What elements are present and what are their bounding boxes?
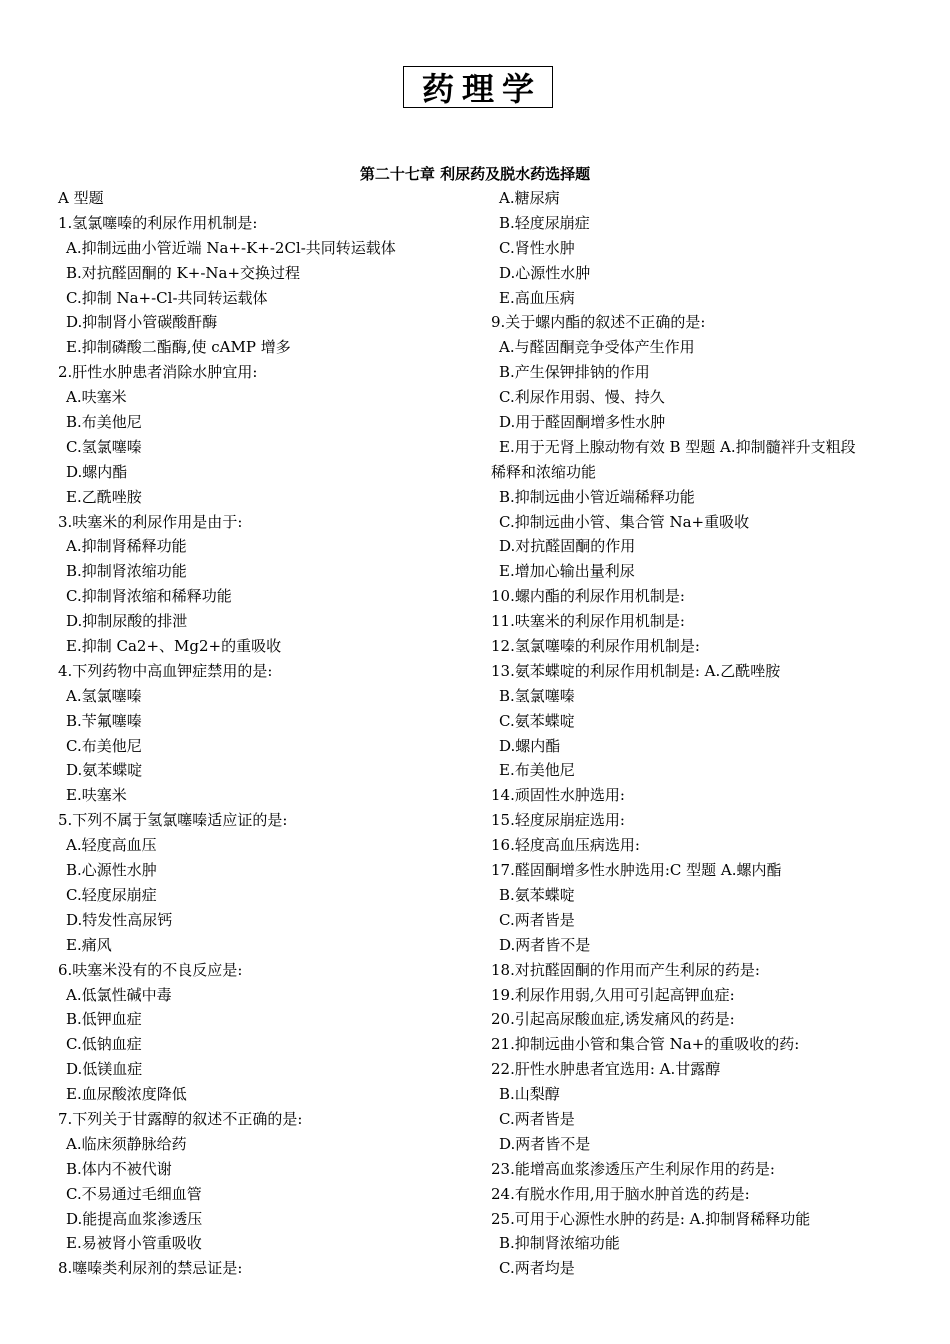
answer-option: D.抑制肾小管碳酸酐酶	[66, 313, 218, 332]
question-text: 稀释和浓缩功能	[491, 462, 597, 481]
answer-option: A.糖尿病	[499, 189, 560, 207]
question-text: 1.氢氯噻嗪的利尿作用机制是:	[58, 213, 258, 232]
chapter-heading: 第二十七章 利尿药及脱水药选择题	[359, 165, 591, 183]
right-column	[491, 186, 901, 1281]
answer-option: C.两者均是	[499, 1259, 575, 1278]
answer-option: E.用于无肾上腺动物有效 B 型题 A.抑制髓袢升支粗段	[499, 437, 856, 456]
answer-option: A.与醛固酮竞争受体产生作用	[499, 338, 695, 357]
question-text: 11.呋塞米的利尿作用机制是:	[491, 612, 685, 631]
question-text: 18.对抗醛固酮的作用而产生利尿的药是:	[491, 960, 760, 979]
answer-option: D.低镁血症	[66, 1060, 143, 1079]
answer-option: E.增加心输出量利尿	[499, 562, 635, 581]
answer-option: B.对抗醛固酮的 K+-Na+交换过程	[66, 263, 301, 282]
answer-option: B.苄氟噻嗪	[66, 711, 142, 730]
answer-option: B.体内不被代谢	[66, 1159, 172, 1178]
answer-option: E.呋塞米	[66, 786, 127, 805]
answer-option: D.氨苯蝶啶	[66, 761, 143, 780]
answer-option: B.抑制远曲小管近端稀释功能	[499, 487, 695, 506]
answer-option: E.易被肾小管重吸收	[66, 1234, 202, 1253]
answer-option: E.抑制磷酸二酯酶,使 cAMP 增多	[66, 338, 291, 357]
answer-option: C.抑制肾浓缩和稀释功能	[66, 587, 232, 606]
answer-option: D.两者皆不是	[499, 1134, 591, 1153]
question-text: 20.引起高尿酸血症,诱发痛风的药是:	[491, 1010, 735, 1029]
question-text: 16.轻度高血压病选用:	[491, 836, 640, 855]
question-text: 4.下列药物中高血钾症禁用的是:	[58, 661, 273, 680]
answer-option: A.呋塞米	[66, 388, 127, 407]
question-text: 23.能增高血浆渗透压产生利尿作用的药是:	[491, 1159, 775, 1178]
question-text: 25.可用于心源性水肿的药是: A.抑制肾稀释功能	[491, 1209, 811, 1228]
question-text: A 型题	[58, 189, 104, 207]
answer-option: C.轻度尿崩症	[66, 885, 157, 904]
answer-option: D.用于醛固酮增多性水肿	[499, 413, 666, 432]
answer-option: A.抑制远曲小管近端 Na+-K+-2Cl-共同转运载体	[66, 238, 396, 257]
question-text: 24.有脱水作用,用于脑水肿首选的药是:	[491, 1184, 750, 1203]
answer-option: B.布美他尼	[66, 413, 142, 432]
answer-option: B.抑制肾浓缩功能	[66, 562, 187, 581]
answer-option: A.临床须静脉给药	[66, 1134, 187, 1153]
answer-option: C.氢氯噻嗪	[66, 437, 142, 456]
answer-option: B.山梨醇	[499, 1085, 560, 1104]
answer-option: A.低氯性碱中毒	[66, 985, 172, 1004]
answer-option: B.心源性水肿	[66, 861, 157, 880]
answer-option: A.轻度高血压	[66, 836, 157, 855]
answer-option: A.抑制肾稀释功能	[66, 537, 187, 556]
question-text: 8.噻嗪类利尿剂的禁忌证是:	[58, 1259, 243, 1278]
question-text: 10.螺内酯的利尿作用机制是:	[491, 587, 685, 606]
answer-option: A.氢氯噻嗪	[66, 686, 142, 705]
answer-option: E.痛风	[66, 935, 112, 954]
answer-option: D.对抗醛固酮的作用	[499, 537, 636, 556]
answer-option: B.抑制肾浓缩功能	[499, 1234, 620, 1253]
answer-option: D.特发性高尿钙	[66, 910, 173, 929]
answer-option: B.产生保钾排钠的作用	[499, 363, 650, 382]
question-text: 19.利尿作用弱,久用可引起高钾血症:	[491, 985, 735, 1004]
answer-option: D.螺内酯	[66, 462, 128, 481]
answer-option: B.氢氯噻嗪	[499, 686, 575, 705]
answer-option: E.高血压病	[499, 288, 575, 307]
answer-option: C.两者皆是	[499, 910, 575, 929]
answer-option: B.低钾血症	[66, 1010, 142, 1029]
answer-option: D.能提高血浆渗透压	[66, 1209, 203, 1228]
question-text: 14.顽固性水肿选用:	[491, 786, 625, 805]
question-text: 12.氢氯噻嗪的利尿作用机制是:	[491, 637, 700, 656]
question-text: 7.下列关于甘露醇的叙述不正确的是:	[58, 1109, 303, 1128]
question-text: 15.轻度尿崩症选用:	[491, 811, 625, 830]
question-text: 22.肝性水肿患者宜选用: A.甘露醇	[491, 1060, 721, 1079]
answer-option: D.螺内酯	[499, 736, 561, 755]
answer-option: D.心源性水肿	[499, 263, 591, 282]
question-text: 2.肝性水肿患者消除水肿宜用:	[58, 363, 258, 382]
question-text: 9.关于螺内酯的叙述不正确的是:	[491, 313, 706, 332]
answer-option: D.抑制尿酸的排泄	[66, 612, 188, 631]
answer-option: D.两者皆不是	[499, 935, 591, 954]
answer-option: C.两者皆是	[499, 1109, 575, 1128]
answer-option: E.血尿酸浓度降低	[66, 1085, 187, 1104]
answer-option: C.抑制远曲小管、集合管 Na+重吸收	[499, 512, 750, 531]
question-text: 13.氨苯蝶啶的利尿作用机制是: A.乙酰唑胺	[491, 661, 781, 680]
question-text: 21.抑制远曲小管和集合管 Na+的重吸收的药:	[491, 1035, 800, 1054]
answer-option: C.不易通过毛细血管	[66, 1184, 202, 1203]
answer-option: C.抑制 Na+-Cl-共同转运载体	[66, 288, 268, 307]
answer-option: E.乙酰唑胺	[66, 487, 142, 506]
answer-option: C.布美他尼	[66, 736, 142, 755]
answer-option: C.低钠血症	[66, 1035, 142, 1054]
answer-option: C.肾性水肿	[499, 238, 575, 257]
answer-option: B.氨苯蝶啶	[499, 885, 575, 904]
answer-option: B.轻度尿崩症	[499, 213, 590, 232]
answer-option: E.抑制 Ca2+、Mg2+的重吸收	[66, 637, 282, 656]
question-text: 5.下列不属于氢氯噻嗪适应证的是:	[58, 811, 288, 830]
answer-option: C.利尿作用弱、慢、持久	[499, 388, 665, 407]
question-text: 6.呋塞米没有的不良反应是:	[58, 960, 243, 979]
answer-option: C.氨苯蝶啶	[499, 711, 575, 730]
question-text: 17.醛固酮增多性水肿选用:C 型题 A.螺内酯	[491, 861, 782, 880]
document-title: 药理学	[403, 66, 553, 108]
answer-option: E.布美他尼	[499, 761, 575, 780]
question-text: 3.呋塞米的利尿作用是由于:	[58, 512, 243, 531]
left-column	[58, 186, 478, 1281]
